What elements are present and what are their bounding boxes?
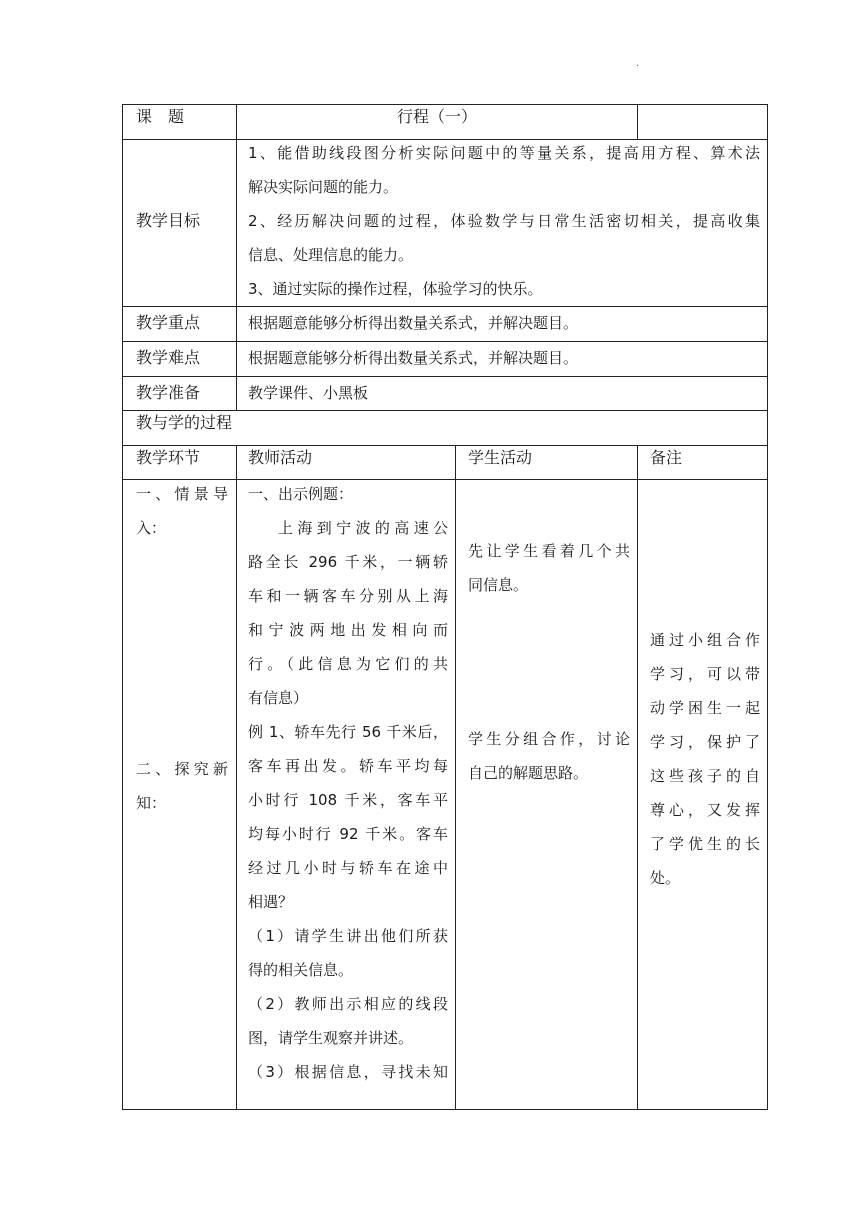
teacher-line: 均每小时行 92 千米。客车 [248,825,448,843]
notes-line: 处。 [650,869,681,887]
student-line: 自己的解题思路。 [468,764,589,782]
key-point-value: 根据题意能够分析得出数量关系式，并解决题目。 [248,314,579,332]
goals-line: 2、经历解决问题的过程，体验数学与日常生活密切相关，提高收集 [248,212,760,230]
student-activity-2 [468,722,630,790]
stage-line: 二、探究新 [136,760,228,778]
key-point-label: 教学重点 [136,313,201,332]
teacher-line: 小时行 108 千米，客车平 [248,791,448,809]
goals-content [248,136,760,306]
subject-value: 行程（一） [396,107,477,126]
difficulty-value: 根据题意能够分析得出数量关系式，并解决题目。 [248,349,579,367]
teacher-line: 路全长 296 千米，一辆轿 [248,553,448,571]
difficulty-label: 教学难点 [136,348,201,367]
notes-line: 学习，保护了 [650,733,760,751]
student-activity-1 [468,534,630,602]
teacher-line: 例 1、轿车先行 56 千米后， [248,723,448,741]
stage-line: 一、情景导 [136,485,228,503]
teacher-line: 车和一辆客车分别从上海 [248,587,448,605]
teacher-line: 相遇？ [248,893,294,911]
notes-line: 了学优生的长 [650,835,760,853]
teacher-line: 一、出示例题： [248,485,354,503]
teacher-line: 有信息） [248,689,309,707]
column-header-student: 学生活动 [468,448,533,467]
goals-line: 1、能借助线段图分析实际问题中的等量关系，提高用方程、算术法 [248,144,760,162]
teacher-activity [248,477,448,1089]
teacher-line: 得的相关信息。 [248,961,354,979]
goals-label: 教学目标 [136,211,201,230]
teacher-line: 和宁波两地出发相向而 [248,621,448,639]
process-title: 教与学的过程 [136,413,233,432]
subject-label: 课 题 [136,107,185,126]
notes-line: 学习，可以带 [650,665,760,683]
teacher-line: 经过几小时与轿车在途中 [248,859,448,877]
student-line: 学生分组合作，讨论 [468,730,630,748]
student-line: 同信息。 [468,576,529,594]
notes-remark [650,623,760,895]
teacher-line: （2）教师出示相应的线段 [248,995,448,1013]
teacher-line: 上海到宁波的高速公 [278,519,448,537]
notes-line: 通过小组合作 [650,631,760,649]
student-line: 先让学生看着几个共 [468,542,630,560]
goals-line: 解决实际问题的能力。 [248,178,399,196]
preparation-label: 教学准备 [136,383,201,402]
notes-line: 尊心，又发挥 [650,801,760,819]
teacher-line: （3）根据信息，寻找未知 [248,1063,448,1081]
teacher-line: 客车再出发。轿车平均每 [248,757,448,775]
column-header-notes: 备注 [650,448,683,467]
stage-line: 知： [136,794,167,812]
stage-intro [136,477,228,545]
column-header-teacher: 教师活动 [248,448,313,467]
notes-line: 这些孩子的自 [650,767,760,785]
page-dot-mark: . [636,58,640,69]
teacher-line: 图，请学生观察并讲述。 [248,1029,414,1047]
teacher-line: 行。（此信息为它们的共 [248,655,448,673]
column-header-stage: 教学环节 [136,448,201,467]
stage-line: 入： [136,519,167,537]
preparation-value: 教学课件、小黑板 [248,384,369,402]
goals-line: 3、通过实际的操作过程，体验学习的快乐。 [248,280,543,298]
goals-line: 信息、处理信息的能力。 [248,246,414,264]
teacher-line: （1）请学生讲出他们所获 [248,927,448,945]
stage-explore [136,752,228,820]
notes-line: 动学困生一起 [650,699,760,717]
